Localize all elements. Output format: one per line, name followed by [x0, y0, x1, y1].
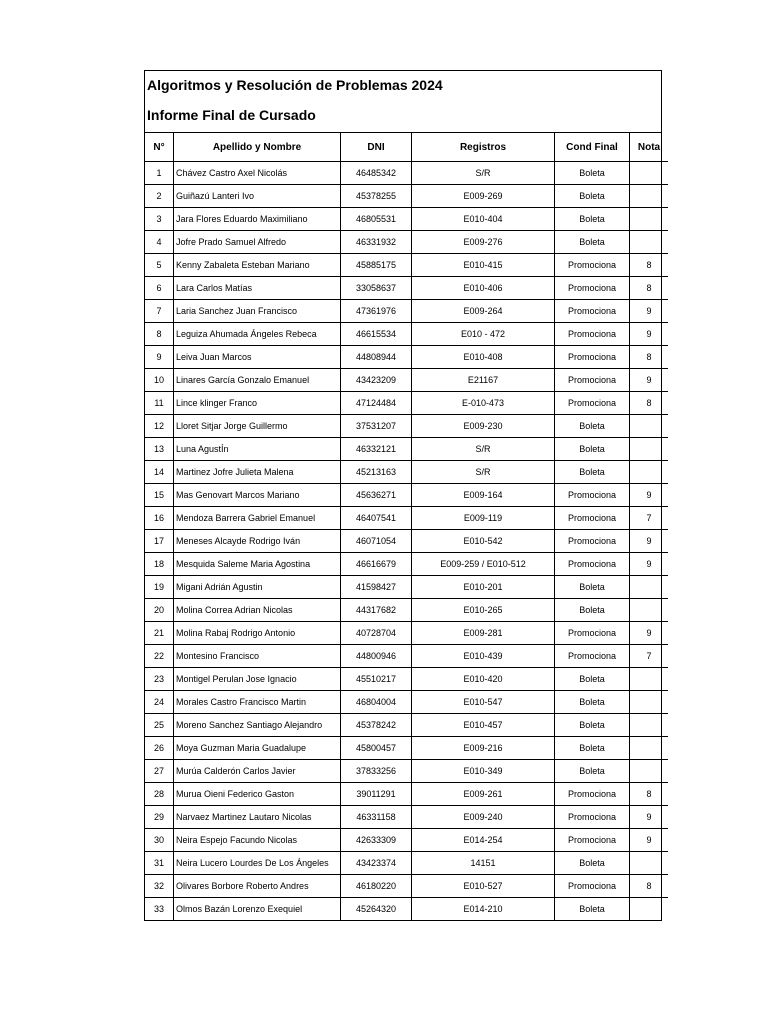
cell-nota: 7: [630, 507, 669, 530]
cell-nota: 9: [630, 484, 669, 507]
cell-cond-final: Boleta: [555, 599, 630, 622]
cell-nota: 8: [630, 783, 669, 806]
cell-dni: 45636271: [341, 484, 412, 507]
cell-nota: [630, 852, 669, 875]
cell-name: Mesquida Saleme Maria Agostina: [174, 553, 341, 576]
table-row: [145, 208, 668, 231]
cell-num: 25: [145, 714, 174, 737]
cell-registros: E010-439: [412, 645, 555, 668]
cell-registros: E010-408: [412, 346, 555, 369]
cell-nota: [630, 737, 669, 760]
cell-num: 4: [145, 231, 174, 254]
cell-num: 20: [145, 599, 174, 622]
cell-nota: [630, 415, 669, 438]
cell-cond-final: Promociona: [555, 392, 630, 415]
table-row: [145, 300, 668, 323]
cell-nota: [630, 231, 669, 254]
cell-dni: 45378242: [341, 714, 412, 737]
table-row: [145, 254, 668, 277]
cell-name: Guiñazú Lanteri Ivo: [174, 185, 341, 208]
cell-nota: 8: [630, 254, 669, 277]
cell-dni: 46071054: [341, 530, 412, 553]
table-row: [145, 875, 668, 898]
cell-name: Mendoza Barrera Gabriel Emanuel: [174, 507, 341, 530]
cell-num: 8: [145, 323, 174, 346]
cell-name: Leiva Juan Marcos: [174, 346, 341, 369]
cell-registros: E009-276: [412, 231, 555, 254]
cell-cond-final: Promociona: [555, 783, 630, 806]
cell-name: Narvaez Martinez Lautaro Nicolas: [174, 806, 341, 829]
table-row: [145, 737, 668, 760]
cell-registros: E010 - 472: [412, 323, 555, 346]
cell-cond-final: Boleta: [555, 691, 630, 714]
cell-registros: E010-457: [412, 714, 555, 737]
cell-nota: 9: [630, 622, 669, 645]
cell-name: Jofre Prado Samuel Alfredo: [174, 231, 341, 254]
cell-nota: 9: [630, 300, 669, 323]
cell-cond-final: Boleta: [555, 415, 630, 438]
table-row: [145, 599, 668, 622]
cell-registros: E009-261: [412, 783, 555, 806]
cell-name: Olmos Bazán Lorenzo Exequiel: [174, 898, 341, 921]
cell-cond-final: Promociona: [555, 254, 630, 277]
cell-cond-final: Boleta: [555, 208, 630, 231]
cell-cond-final: Promociona: [555, 645, 630, 668]
table-row: [145, 438, 668, 461]
cell-num: 26: [145, 737, 174, 760]
cell-name: Montigel Perulan Jose Ignacio: [174, 668, 341, 691]
header-nota: Nota: [630, 133, 669, 162]
cell-dni: 46331158: [341, 806, 412, 829]
cell-dni: 44800946: [341, 645, 412, 668]
cell-cond-final: Promociona: [555, 806, 630, 829]
cell-num: 28: [145, 783, 174, 806]
cell-dni: 37833256: [341, 760, 412, 783]
cell-registros: E010-547: [412, 691, 555, 714]
cell-dni: 45213163: [341, 461, 412, 484]
cell-name: Jara Flores Eduardo Maximiliano: [174, 208, 341, 231]
cell-num: 14: [145, 461, 174, 484]
cell-registros: E010-406: [412, 277, 555, 300]
cell-dni: 44317682: [341, 599, 412, 622]
cell-dni: 44808944: [341, 346, 412, 369]
cell-cond-final: Boleta: [555, 737, 630, 760]
cell-registros: E21167: [412, 369, 555, 392]
cell-num: 21: [145, 622, 174, 645]
cell-cond-final: Boleta: [555, 852, 630, 875]
cell-name: Lara Carlos Matías: [174, 277, 341, 300]
cell-registros: E010-349: [412, 760, 555, 783]
cell-num: 17: [145, 530, 174, 553]
cell-num: 9: [145, 346, 174, 369]
cell-num: 7: [145, 300, 174, 323]
cell-registros: E009-259 / E010-512: [412, 553, 555, 576]
header-registros: Registros: [412, 133, 555, 162]
cell-nota: [630, 162, 669, 185]
cell-name: Chávez Castro Axel Nicolás: [174, 162, 341, 185]
cell-registros: E014-254: [412, 829, 555, 852]
cell-name: Kenny Zabaleta Esteban Mariano: [174, 254, 341, 277]
cell-name: Moreno Sanchez Santiago Alejandro: [174, 714, 341, 737]
cell-name: Neira Espejo Facundo Nicolas: [174, 829, 341, 852]
cell-dni: 46615534: [341, 323, 412, 346]
cell-nota: [630, 760, 669, 783]
cell-cond-final: Boleta: [555, 898, 630, 921]
header-dni: DNI: [341, 133, 412, 162]
header-cond-final: Cond Final: [555, 133, 630, 162]
cell-num: 10: [145, 369, 174, 392]
cell-num: 15: [145, 484, 174, 507]
cell-registros: E009-264: [412, 300, 555, 323]
cell-num: 18: [145, 553, 174, 576]
cell-dni: 46180220: [341, 875, 412, 898]
cell-nota: [630, 714, 669, 737]
table-row: [145, 760, 668, 783]
cell-dni: 43423209: [341, 369, 412, 392]
cell-nota: 9: [630, 806, 669, 829]
cell-cond-final: Promociona: [555, 484, 630, 507]
cell-name: Leguiza Ahumada Ángeles Rebeca: [174, 323, 341, 346]
cell-dni: 39011291: [341, 783, 412, 806]
table-row: [145, 852, 668, 875]
table-row: [145, 806, 668, 829]
cell-num: 12: [145, 415, 174, 438]
cell-nota: 9: [630, 553, 669, 576]
cell-cond-final: Boleta: [555, 185, 630, 208]
cell-registros: E009-281: [412, 622, 555, 645]
cell-nota: [630, 599, 669, 622]
table-row: [145, 645, 668, 668]
cell-cond-final: Promociona: [555, 507, 630, 530]
cell-name: Laria Sanchez Juan Francisco: [174, 300, 341, 323]
report-sheet: [144, 70, 662, 921]
cell-cond-final: Boleta: [555, 461, 630, 484]
cell-name: Mas Genovart Marcos Mariano: [174, 484, 341, 507]
cell-dni: 47361976: [341, 300, 412, 323]
cell-cond-final: Promociona: [555, 277, 630, 300]
cell-nota: 9: [630, 530, 669, 553]
cell-registros: E-010-473: [412, 392, 555, 415]
cell-name: Neira Lucero Lourdes De Los Ángeles: [174, 852, 341, 875]
cell-dni: 45800457: [341, 737, 412, 760]
cell-num: 16: [145, 507, 174, 530]
cell-nota: [630, 208, 669, 231]
cell-registros: E010-404: [412, 208, 555, 231]
cell-name: Molina Correa Adrian Nicolas: [174, 599, 341, 622]
table-row: [145, 898, 668, 921]
cell-cond-final: Promociona: [555, 323, 630, 346]
cell-num: 33: [145, 898, 174, 921]
table-row: [145, 668, 668, 691]
table-row: [145, 346, 668, 369]
cell-name: Olivares Borbore Roberto Andres: [174, 875, 341, 898]
cell-name: Martinez Jofre Julieta Malena: [174, 461, 341, 484]
cell-name: Molina Rabaj Rodrigo Antonio: [174, 622, 341, 645]
cell-dni: 37531207: [341, 415, 412, 438]
cell-name: Murua Oieni Federico Gaston: [174, 783, 341, 806]
table-row: [145, 714, 668, 737]
cell-registros: E009-230: [412, 415, 555, 438]
cell-nota: [630, 898, 669, 921]
cell-dni: 46804004: [341, 691, 412, 714]
table-row: [145, 829, 668, 852]
cell-registros: E010-201: [412, 576, 555, 599]
table-row: [145, 783, 668, 806]
cell-cond-final: Boleta: [555, 668, 630, 691]
cell-cond-final: Boleta: [555, 162, 630, 185]
cell-registros: E009-269: [412, 185, 555, 208]
cell-name: Migani Adrián Agustin: [174, 576, 341, 599]
table-header-row: [145, 133, 668, 162]
cell-nota: [630, 576, 669, 599]
cell-num: 19: [145, 576, 174, 599]
cell-num: 30: [145, 829, 174, 852]
cell-dni: 42633309: [341, 829, 412, 852]
cell-num: 31: [145, 852, 174, 875]
cell-registros: S/R: [412, 461, 555, 484]
cell-cond-final: Promociona: [555, 622, 630, 645]
cell-num: 5: [145, 254, 174, 277]
cell-name: Lince klinger Franco: [174, 392, 341, 415]
table-row: [145, 576, 668, 599]
table-row: [145, 691, 668, 714]
cell-dni: 45885175: [341, 254, 412, 277]
cell-name: Murúa Calderón Carlos Javier: [174, 760, 341, 783]
table-row: [145, 277, 668, 300]
table-row: [145, 622, 668, 645]
cell-num: 2: [145, 185, 174, 208]
cell-nota: 9: [630, 829, 669, 852]
cell-dni: 46407541: [341, 507, 412, 530]
cell-num: 24: [145, 691, 174, 714]
cell-cond-final: Promociona: [555, 300, 630, 323]
table-row: [145, 415, 668, 438]
table-row: [145, 392, 668, 415]
table-row: [145, 484, 668, 507]
cell-num: 29: [145, 806, 174, 829]
report-title: Algoritmos y Resolución de Problemas 2024: [147, 77, 443, 93]
table-row: [145, 507, 668, 530]
cell-name: Moya Guzman Maria Guadalupe: [174, 737, 341, 760]
cell-cond-final: Promociona: [555, 829, 630, 852]
cell-nota: 8: [630, 346, 669, 369]
cell-cond-final: Boleta: [555, 760, 630, 783]
cell-dni: 46485342: [341, 162, 412, 185]
cell-cond-final: Promociona: [555, 530, 630, 553]
cell-dni: 47124484: [341, 392, 412, 415]
cell-dni: 40728704: [341, 622, 412, 645]
cell-cond-final: Boleta: [555, 231, 630, 254]
table-row: [145, 461, 668, 484]
cell-dni: 33058637: [341, 277, 412, 300]
cell-cond-final: Boleta: [555, 714, 630, 737]
cell-name: Linares García Gonzalo Emanuel: [174, 369, 341, 392]
header-num: N°: [145, 133, 174, 162]
table-row: [145, 231, 668, 254]
cell-name: Luna AgustÍn: [174, 438, 341, 461]
cell-registros: E014-210: [412, 898, 555, 921]
cell-cond-final: Boleta: [555, 576, 630, 599]
cell-nota: 9: [630, 369, 669, 392]
table-row: [145, 530, 668, 553]
cell-nota: 8: [630, 277, 669, 300]
cell-nota: [630, 668, 669, 691]
cell-nota: 7: [630, 645, 669, 668]
cell-dni: 41598427: [341, 576, 412, 599]
cell-num: 27: [145, 760, 174, 783]
cell-registros: E010-265: [412, 599, 555, 622]
cell-name: Morales Castro Francisco Martin: [174, 691, 341, 714]
students-table: [145, 133, 668, 920]
table-row: [145, 553, 668, 576]
cell-registros: E009-119: [412, 507, 555, 530]
cell-cond-final: Promociona: [555, 553, 630, 576]
cell-registros: E009-164: [412, 484, 555, 507]
cell-num: 23: [145, 668, 174, 691]
cell-cond-final: Promociona: [555, 369, 630, 392]
cell-num: 22: [145, 645, 174, 668]
cell-name: Lloret Sitjar Jorge Guillermo: [174, 415, 341, 438]
cell-nota: [630, 691, 669, 714]
cell-registros: S/R: [412, 162, 555, 185]
cell-dni: 46332121: [341, 438, 412, 461]
cell-registros: E010-420: [412, 668, 555, 691]
cell-cond-final: Promociona: [555, 875, 630, 898]
cell-num: 32: [145, 875, 174, 898]
cell-num: 13: [145, 438, 174, 461]
report-header: [145, 71, 661, 133]
cell-registros: S/R: [412, 438, 555, 461]
cell-cond-final: Boleta: [555, 438, 630, 461]
cell-registros: 14151: [412, 852, 555, 875]
cell-num: 3: [145, 208, 174, 231]
header-name: Apellido y Nombre: [174, 133, 341, 162]
cell-dni: 43423374: [341, 852, 412, 875]
table-row: [145, 162, 668, 185]
report-subtitle: Informe Final de Cursado: [147, 107, 316, 123]
cell-registros: E010-527: [412, 875, 555, 898]
cell-dni: 46331932: [341, 231, 412, 254]
cell-num: 6: [145, 277, 174, 300]
cell-dni: 45510217: [341, 668, 412, 691]
cell-dni: 46805531: [341, 208, 412, 231]
table-row: [145, 369, 668, 392]
cell-registros: E009-216: [412, 737, 555, 760]
cell-num: 1: [145, 162, 174, 185]
cell-cond-final: Promociona: [555, 346, 630, 369]
cell-nota: [630, 438, 669, 461]
cell-registros: E010-542: [412, 530, 555, 553]
cell-num: 11: [145, 392, 174, 415]
table-row: [145, 185, 668, 208]
cell-nota: 8: [630, 875, 669, 898]
cell-registros: E010-415: [412, 254, 555, 277]
table-row: [145, 323, 668, 346]
cell-nota: [630, 185, 669, 208]
cell-nota: [630, 461, 669, 484]
cell-dni: 45264320: [341, 898, 412, 921]
cell-nota: 9: [630, 323, 669, 346]
cell-dni: 46616679: [341, 553, 412, 576]
cell-nota: 8: [630, 392, 669, 415]
cell-name: Montesino Francisco: [174, 645, 341, 668]
cell-registros: E009-240: [412, 806, 555, 829]
cell-name: Meneses Alcayde Rodrigo Iván: [174, 530, 341, 553]
cell-dni: 45378255: [341, 185, 412, 208]
table-body: [145, 162, 668, 921]
